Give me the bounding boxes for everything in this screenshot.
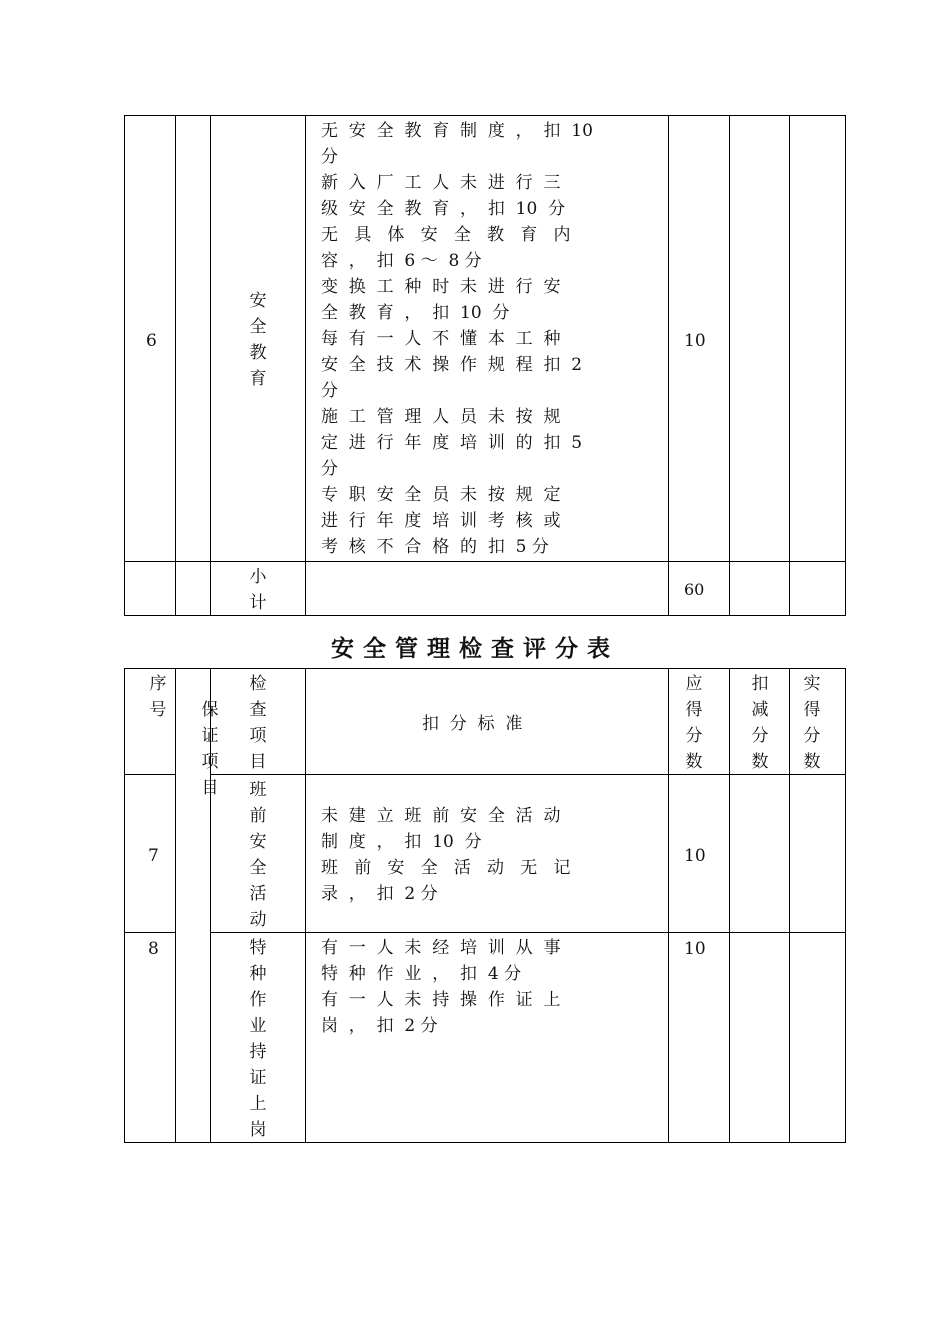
row8-item-char: 特 xyxy=(249,938,267,958)
row6-criteria xyxy=(321,118,593,560)
header-char: 应 xyxy=(685,674,703,694)
row8-item-char: 持 xyxy=(249,1042,267,1062)
criteria-line: 每 有 一 人 不 懂 本 工 种 xyxy=(321,329,561,349)
row7-item xyxy=(248,777,268,933)
row6-item-char: 安 xyxy=(249,291,267,311)
criteria-line: 岗 ， 扣 2 分 xyxy=(321,1016,438,1036)
header-char: 扣 xyxy=(751,674,769,694)
criteria-line: 班 前 安 全 活 动 无 记 xyxy=(321,858,571,878)
row8-item-char: 种 xyxy=(249,964,267,984)
criteria-line: 施 工 管 理 人 员 未 按 规 xyxy=(321,407,561,427)
criteria-line: 全 教 育 ， 扣 10 分 xyxy=(321,303,510,323)
criteria-line: 定 进 行 年 度 培 训 的 扣 5 xyxy=(321,433,583,453)
criteria-line: 制 度 ， 扣 10 分 xyxy=(321,832,482,852)
subtotal-score: 60 xyxy=(684,580,705,599)
row8-item-char: 作 xyxy=(249,990,267,1010)
header-char: 查 xyxy=(249,700,267,720)
criteria-line: 无 具 体 安 全 教 育 内 xyxy=(321,225,571,245)
criteria-line: 无 安 全 教 育 制 度 ， 扣 10 xyxy=(321,121,593,141)
header-char: 数 xyxy=(803,752,821,772)
header-char: 证 xyxy=(201,726,219,746)
header-char: 数 xyxy=(685,752,703,772)
header-char: 分 xyxy=(803,726,821,746)
header-char: 得 xyxy=(803,700,821,720)
row7-item-char: 活 xyxy=(249,884,267,904)
subtotal-label xyxy=(248,564,268,616)
page-title: 安全管理检查评分表 xyxy=(331,636,619,662)
criteria-line: 分 xyxy=(321,459,338,479)
criteria-line: 有 一 人 未 持 操 作 证 上 xyxy=(321,990,561,1010)
criteria-line: 未 建 立 班 前 安 全 活 动 xyxy=(321,806,561,826)
header-char: 实 xyxy=(803,674,821,694)
row7-item-char: 前 xyxy=(249,806,267,826)
row8-criteria xyxy=(321,935,560,1039)
subtotal-char: 小 xyxy=(249,567,267,587)
row7-criteria xyxy=(321,803,570,907)
header-char: 得 xyxy=(685,700,703,720)
header-char: 项 xyxy=(249,726,267,746)
row6-item-char: 教 xyxy=(249,343,267,363)
row6-item xyxy=(248,288,268,392)
criteria-line: 录 ， 扣 2 分 xyxy=(321,884,438,904)
header-should-score xyxy=(684,671,704,775)
row8-item-char: 岗 xyxy=(249,1120,267,1140)
row8-item-char: 证 xyxy=(249,1068,267,1088)
criteria-line: 考 核 不 合 格 的 扣 5 分 xyxy=(321,537,549,557)
row7-item-char: 安 xyxy=(249,832,267,852)
row7-item-char: 动 xyxy=(249,910,267,930)
header-char: 目 xyxy=(201,778,219,798)
criteria-line: 专 职 安 全 员 未 按 规 定 xyxy=(321,485,561,505)
row8-item xyxy=(248,935,268,1143)
row8-item-char: 上 xyxy=(249,1094,267,1114)
header-actual-score xyxy=(802,671,822,775)
header-char: 目 xyxy=(249,752,267,772)
header-check-item xyxy=(248,671,268,775)
row8-seq: 8 xyxy=(148,939,159,959)
criteria-line: 新 入 厂 工 人 未 进 行 三 xyxy=(321,173,561,193)
header-char: 分 xyxy=(685,726,703,746)
criteria-line: 变 换 工 种 时 未 进 行 安 xyxy=(321,277,561,297)
header-deduct-score xyxy=(750,671,770,775)
header-guarantee-item xyxy=(200,697,220,801)
criteria-line: 分 xyxy=(321,147,338,167)
header-char: 分 xyxy=(751,726,769,746)
header-char: 数 xyxy=(751,752,769,772)
row7-seq: 7 xyxy=(148,846,159,866)
criteria-line: 容 ， 扣 6 ～ 8 分 xyxy=(321,251,482,271)
row6-score: 10 xyxy=(684,331,706,351)
subtotal-char: 计 xyxy=(249,593,267,613)
header-char: 项 xyxy=(201,752,219,772)
criteria-line: 安 全 技 术 操 作 规 程 扣 2 xyxy=(321,355,583,375)
row7-item-char: 班 xyxy=(249,780,267,800)
header-char: 保 xyxy=(201,700,219,720)
row7-score: 10 xyxy=(684,846,706,866)
row8-item-char: 业 xyxy=(249,1016,267,1036)
header-criteria: 扣 分 标 准 xyxy=(422,714,523,734)
criteria-line: 有 一 人 未 经 培 训 从 事 xyxy=(321,938,561,958)
header-char: 减 xyxy=(751,700,769,720)
criteria-line: 级 安 全 教 育 ， 扣 10 分 xyxy=(321,199,566,219)
row6-seq: 6 xyxy=(146,331,157,351)
header-seq xyxy=(148,671,168,723)
row6-item-char: 育 xyxy=(249,369,267,389)
criteria-line: 分 xyxy=(321,381,338,401)
criteria-line: 特 种 作 业 ， 扣 4 分 xyxy=(321,964,522,984)
row6-item-char: 全 xyxy=(249,317,267,337)
row7-item-char: 全 xyxy=(249,858,267,878)
row8-score: 10 xyxy=(684,939,706,959)
header-char: 检 xyxy=(249,674,267,694)
header-char: 序 xyxy=(149,674,167,694)
criteria-line: 进 行 年 度 培 训 考 核 或 xyxy=(321,511,561,531)
header-char: 号 xyxy=(149,700,167,720)
